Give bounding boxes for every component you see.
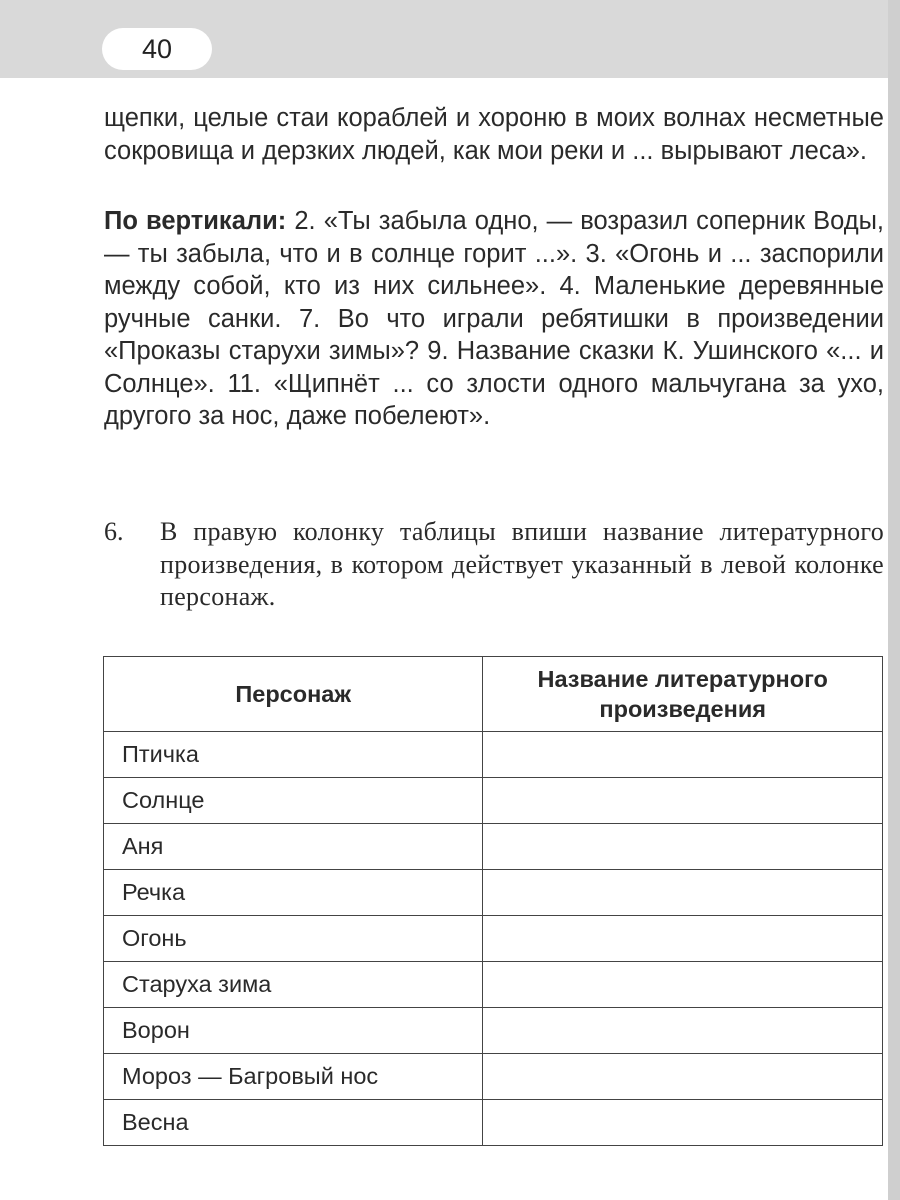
work-title-cell[interactable] xyxy=(483,962,883,1008)
table-row xyxy=(104,824,883,870)
character-cell: Речка xyxy=(104,870,483,916)
paragraph-continuation: щепки, целые стаи кораблей и хороню в моих волнах несметные сокровища и дерзких людей, как мои реки и ... вырывают леса». xyxy=(104,104,884,165)
vertical-clues-text: 2. «Ты забыла одно, — возразил соперник Воды, — ты забыла, что и в солнце горит ...». 3. «Огонь и ... заспорили между собой, кто из них сильнее». 4. Маленькие деревянные ручные санки. 7. Во что играли ребятишки в произведении «Проказы старухи зимы»? 9. Название сказки К. Ушинского «... и Солнце». 11. «Щипнёт ... со злости одного мальчугана за ухо, другого за нос, даже побелеют». xyxy=(104,207,884,430)
table-row xyxy=(104,732,883,778)
character-cell: Солнце xyxy=(104,778,483,824)
character-cell: Ворон xyxy=(104,1008,483,1054)
work-title-cell[interactable] xyxy=(483,778,883,824)
page-edge xyxy=(888,0,900,1200)
table-row xyxy=(104,778,883,824)
vertical-clues-label: По вертикали: xyxy=(104,207,287,235)
vertical-clues-paragraph xyxy=(104,205,884,433)
table-row xyxy=(104,916,883,962)
work-title-cell[interactable] xyxy=(483,1054,883,1100)
work-title-cell[interactable] xyxy=(483,870,883,916)
work-title-cell[interactable] xyxy=(483,732,883,778)
characters-table xyxy=(103,656,883,1146)
header-work-title: Название литературного произведения xyxy=(483,657,883,732)
character-cell: Птичка xyxy=(104,732,483,778)
table-header-row xyxy=(104,657,883,732)
page-number: 40 xyxy=(102,28,212,70)
work-title-cell[interactable] xyxy=(483,1008,883,1054)
task-instruction: В правую колонку таблицы впиши название литературного произведения, в котором действует указанный в левой колонке персонаж. xyxy=(160,517,884,611)
character-cell: Мороз — Багровый нос xyxy=(104,1054,483,1100)
work-title-cell[interactable] xyxy=(483,1100,883,1146)
character-cell: Аня xyxy=(104,824,483,870)
table-row xyxy=(104,1100,883,1146)
character-cell: Старуха зима xyxy=(104,962,483,1008)
task-6 xyxy=(104,516,884,614)
table-row xyxy=(104,870,883,916)
work-title-cell[interactable] xyxy=(483,916,883,962)
table-row xyxy=(104,1054,883,1100)
work-title-cell[interactable] xyxy=(483,824,883,870)
header-character: Персонаж xyxy=(104,657,483,732)
table-row xyxy=(104,1008,883,1054)
table-row xyxy=(104,962,883,1008)
character-cell: Весна xyxy=(104,1100,483,1146)
character-cell: Огонь xyxy=(104,916,483,962)
task-number: 6. xyxy=(104,517,124,546)
